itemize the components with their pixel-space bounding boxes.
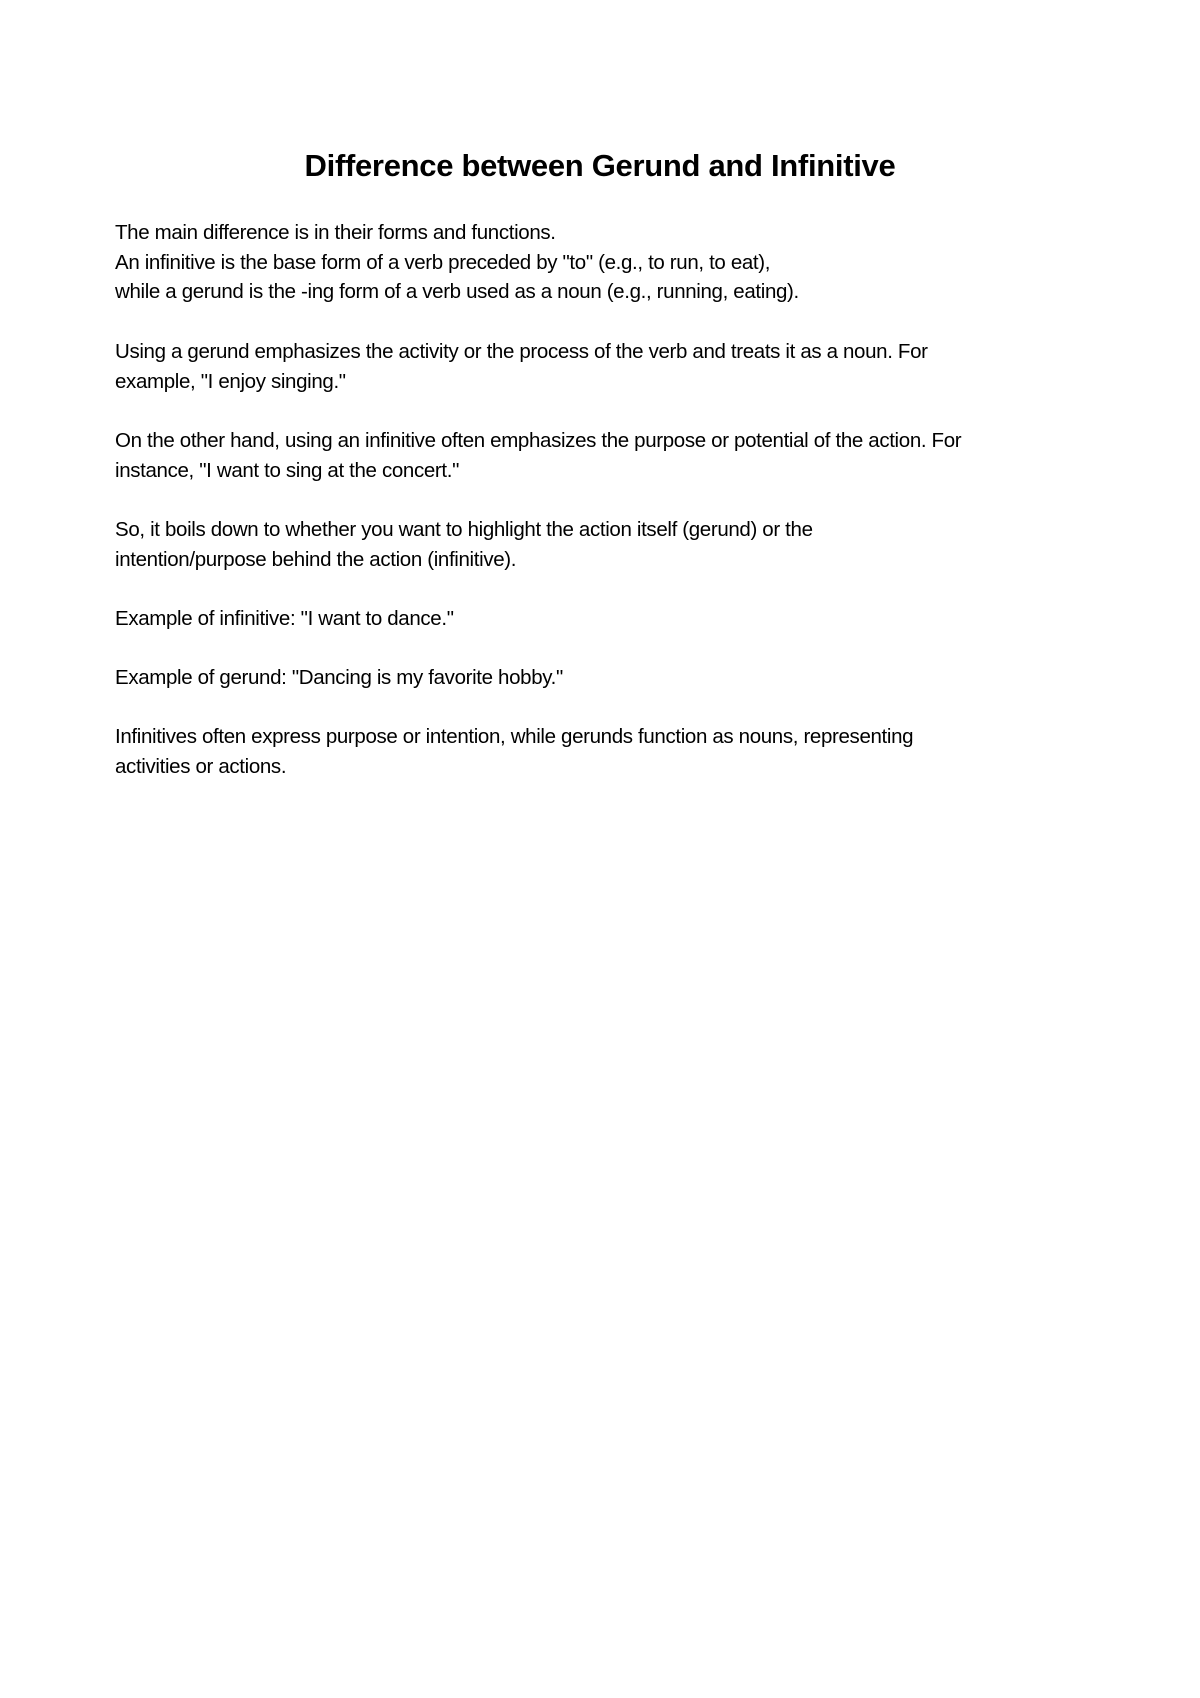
paragraph-infinitive-usage <box>115 426 1115 485</box>
paragraph-summary <box>115 515 1115 574</box>
paragraph-line: while a gerund is the -ing form of a verb used as a noun (e.g., running, eating). <box>115 280 799 303</box>
paragraph-infinitive-example <box>115 604 1115 634</box>
paragraph-line: Using a gerund emphasizes the activity or the process of the verb and treats it as a noun. For <box>115 340 928 363</box>
paragraph-line: example, "I enjoy singing." <box>115 369 346 393</box>
paragraph-line: activities or actions. <box>115 754 287 778</box>
paragraph-gerund-example <box>115 663 1115 693</box>
paragraph-line: intention/purpose behind the action (infinitive). <box>115 547 517 571</box>
paragraph-line: On the other hand, using an infinitive often emphasizes the purpose or potential of the action. For <box>115 429 962 452</box>
paragraph-line: Infinitives often express purpose or intention, while gerunds function as nouns, representing <box>115 725 914 748</box>
paragraph-gerund-usage <box>115 337 1115 396</box>
paragraph-line: instance, "I want to sing at the concert." <box>115 458 459 482</box>
paragraph-line: Example of infinitive: "I want to dance." <box>115 607 454 630</box>
paragraph-line: The main difference is in their forms and functions. <box>115 221 556 244</box>
paragraph-main-difference <box>115 218 1115 307</box>
paragraph-line: Example of gerund: "Dancing is my favorite hobby." <box>115 666 563 689</box>
document-title: Difference between Gerund and Infinitive <box>304 148 896 183</box>
paragraph-conclusion <box>115 722 1115 781</box>
paragraph-line: An infinitive is the base form of a verb preceded by "to" (e.g., to run, to eat), <box>115 250 771 274</box>
paragraph-line: So, it boils down to whether you want to highlight the action itself (gerund) or the <box>115 518 813 541</box>
